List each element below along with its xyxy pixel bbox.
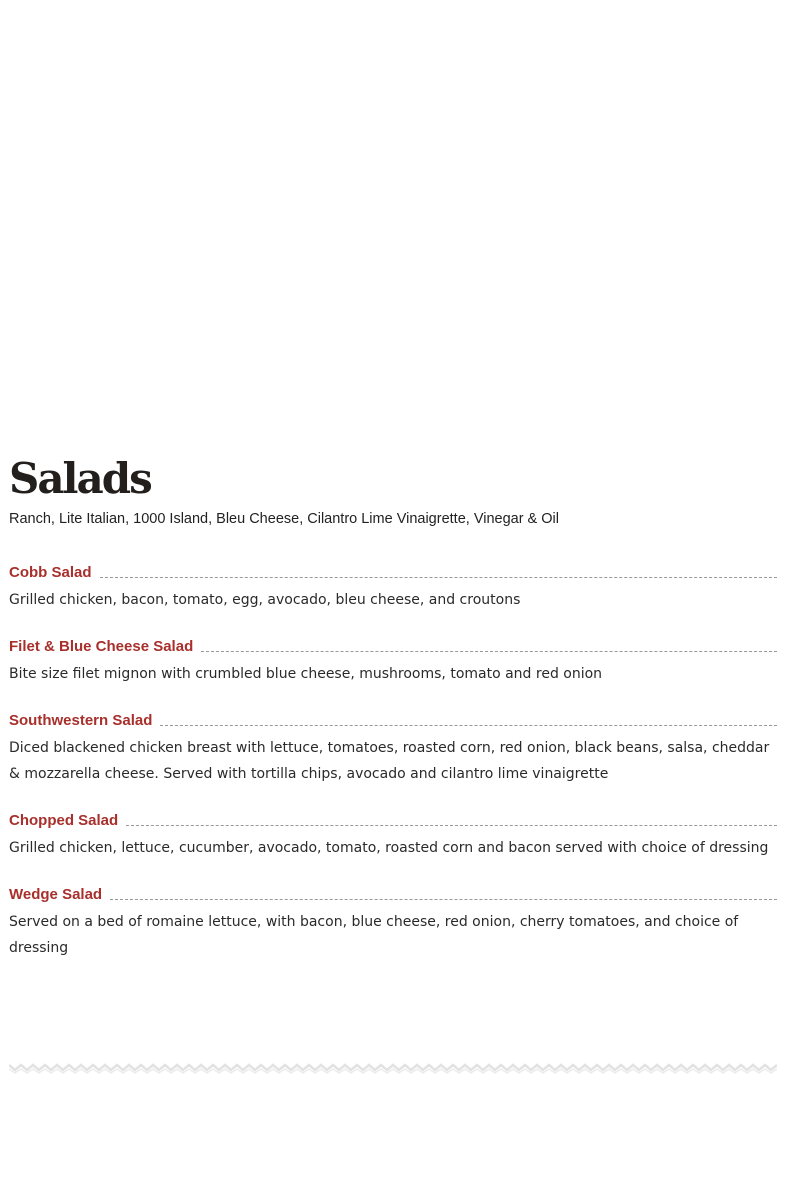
dotted-leader bbox=[126, 825, 777, 826]
dotted-leader bbox=[201, 651, 777, 652]
menu-item-description: Diced blackened chicken breast with lettuce, tomatoes, roasted corn, red onion, black beans, salsa, cheddar & mozzarella cheese. Served with tortilla chips, avocado and cilantro lime vinaigrette bbox=[9, 740, 770, 782]
menu-item-description: Served on a bed of romaine lettuce, with bacon, blue cheese, red onion, cherry tomatoes, and choice of dressing bbox=[9, 914, 739, 956]
menu-item bbox=[9, 637, 777, 687]
menu-item-description: Grilled chicken, bacon, tomato, egg, avocado, bleu cheese, and croutons bbox=[9, 592, 521, 608]
menu-item-name: Chopped Salad bbox=[9, 812, 119, 829]
dotted-leader bbox=[100, 577, 777, 578]
menu-item-name: Cobb Salad bbox=[9, 564, 92, 581]
menu-item-name: Wedge Salad bbox=[9, 886, 103, 903]
menu-item-description: Grilled chicken, lettuce, cucumber, avocado, tomato, roasted corn and bacon served with choice of dressing bbox=[9, 840, 769, 856]
menu-item-name: Southwestern Salad bbox=[9, 712, 153, 729]
menu-item-header bbox=[9, 811, 777, 831]
menu-item-list bbox=[9, 563, 777, 961]
dotted-leader bbox=[160, 725, 777, 726]
menu-item-description: Bite size filet mignon with crumbled blue cheese, mushrooms, tomato and red onion bbox=[9, 666, 603, 682]
section-title: Salads bbox=[9, 454, 151, 503]
dotted-leader bbox=[110, 899, 777, 900]
menu-item bbox=[9, 885, 777, 961]
menu-section-salads bbox=[9, 452, 777, 985]
menu-item-header bbox=[9, 563, 777, 583]
menu-item-header bbox=[9, 711, 777, 731]
dressing-options: Ranch, Lite Italian, 1000 Island, Bleu Cheese, Cilantro Lime Vinaigrette, Vinegar & Oil bbox=[9, 511, 559, 527]
menu-item bbox=[9, 711, 777, 787]
menu-item-name: Filet & Blue Cheese Salad bbox=[9, 638, 194, 655]
menu-item bbox=[9, 563, 777, 613]
menu-item-header bbox=[9, 885, 777, 905]
menu-item-header bbox=[9, 637, 777, 657]
menu-item bbox=[9, 811, 777, 861]
zigzag-divider bbox=[9, 1062, 777, 1074]
